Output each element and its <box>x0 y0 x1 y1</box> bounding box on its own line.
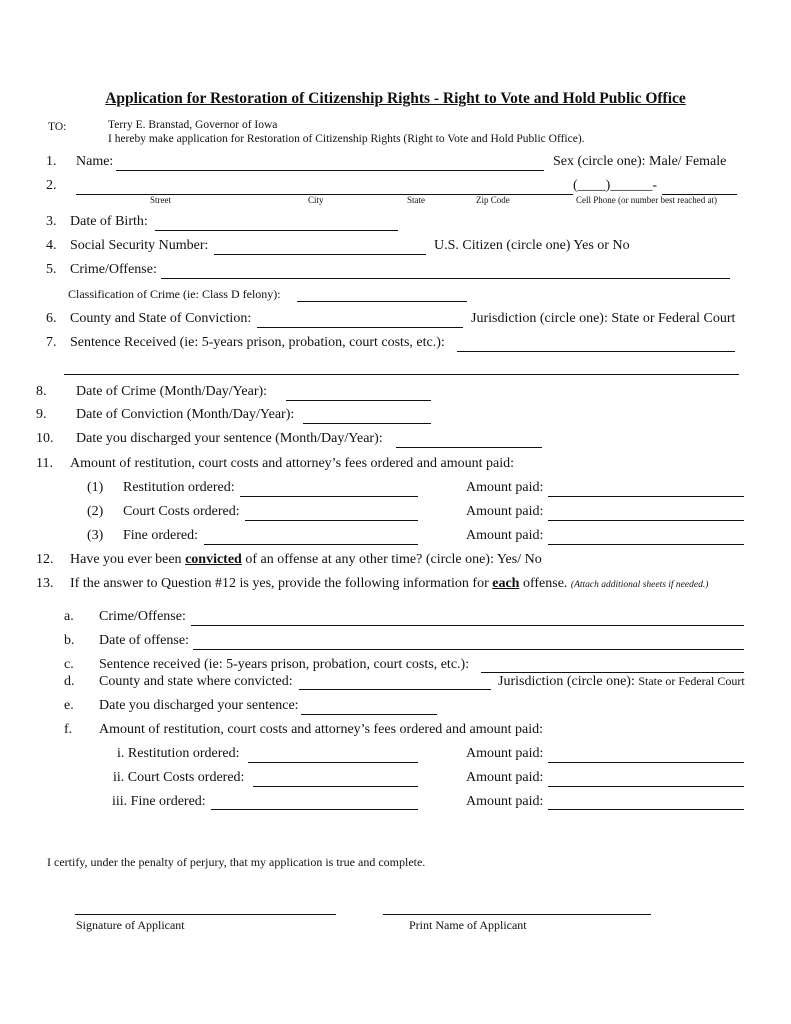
fine-ordered-label: Fine ordered: <box>123 528 199 543</box>
intro-text: I hereby make application for Restoration of Citizenship Rights (Right to Vote and Hold Public Office). <box>108 133 585 145</box>
q4-number: 4. <box>46 238 57 253</box>
prior-conviction-question: Have you ever been convicted of an offense at any other time? (circle one): Yes/ No <box>70 552 542 567</box>
offense-discharged-label: Date you discharged your sentence: <box>99 698 299 713</box>
crime-field[interactable] <box>161 278 730 279</box>
addressee: Terry E. Branstad, Governor of Iowa <box>108 119 278 131</box>
offense-restitution-field[interactable] <box>248 762 418 763</box>
amount-paid-label: Amount paid: <box>466 746 544 761</box>
amount-paid-label: Amount paid: <box>466 480 544 495</box>
sex-label: Sex (circle one): Male/ Female <box>553 154 727 169</box>
phone-parens: (____)______- <box>573 178 657 193</box>
offense-crime-label: Crime/Offense: <box>99 609 186 624</box>
court-costs-ordered-label: Court Costs ordered: <box>123 504 240 519</box>
q8-number: 8. <box>36 384 47 399</box>
date-crime-field[interactable] <box>286 400 431 401</box>
offense-crime-field[interactable] <box>191 625 744 626</box>
dob-label: Date of Birth: <box>70 214 148 229</box>
street-sublabel: Street <box>150 195 171 205</box>
offense-sentence-label: Sentence received (ie: 5-years prison, probation, court costs, etc.): <box>99 657 470 672</box>
q7-number: 7. <box>46 335 57 350</box>
court-costs-paid-field[interactable] <box>548 520 744 521</box>
name-label: Name: <box>76 154 114 169</box>
date-discharged-field[interactable] <box>396 447 542 448</box>
dob-field[interactable] <box>155 230 398 231</box>
sentence-label: Sentence Received (ie: 5-years prison, probation, court costs, etc.): <box>70 335 445 350</box>
certification-statement: I certify, under the penalty of perjury, that my application is true and complete. <box>47 855 426 869</box>
offense-fine-paid-field[interactable] <box>548 809 744 810</box>
offense-discharged-field[interactable] <box>301 714 437 715</box>
date-crime-label: Date of Crime (Month/Day/Year): <box>76 384 268 399</box>
print-name-label: Print Name of Applicant <box>409 918 527 932</box>
q9-number: 9. <box>36 407 47 422</box>
offense-sentence-field[interactable] <box>481 672 744 673</box>
offense-jurisdiction-label: Jurisdiction (circle one): State or Federal Court <box>498 674 745 689</box>
amount-paid-label: Amount paid: <box>466 770 544 785</box>
q11-item-number: (3) <box>87 528 104 543</box>
q11-item-number: (2) <box>87 504 104 519</box>
q6-number: 6. <box>46 311 57 326</box>
county-conviction-field[interactable] <box>257 327 463 328</box>
city-sublabel: City <box>308 195 324 205</box>
offense-fine-field[interactable] <box>211 809 418 810</box>
citizen-label: U.S. Citizen (circle one) Yes or No <box>434 238 630 253</box>
classification-label: Classification of Crime (ie: Class D felony): <box>68 287 281 301</box>
q2-number: 2. <box>46 178 57 193</box>
offense-restitution-question: Amount of restitution, court costs and attorney’s fees ordered and amount paid: <box>99 722 544 737</box>
amount-paid-label: Amount paid: <box>466 504 544 519</box>
q13b-letter: b. <box>64 633 75 648</box>
print-name-field[interactable] <box>383 914 651 915</box>
offense-date-field[interactable] <box>193 649 744 650</box>
fine-paid-field[interactable] <box>548 544 744 545</box>
court-costs-ordered-field[interactable] <box>245 520 418 521</box>
q1-number: 1. <box>46 154 57 169</box>
q5-number: 5. <box>46 262 57 277</box>
amount-paid-label: Amount paid: <box>466 794 544 809</box>
q13c-letter: c. <box>64 657 74 672</box>
each-offense-instruction: If the answer to Question #12 is yes, provide the following information for each offense. (Attach additional sheets if needed.) <box>70 576 709 591</box>
offense-court-costs-label: ii. Court Costs ordered: <box>113 770 245 785</box>
phone-sublabel: Cell Phone (or number best reached at) <box>576 195 717 205</box>
offense-restitution-label: i. Restitution ordered: <box>117 746 240 761</box>
offense-fine-label: iii. Fine ordered: <box>112 794 206 809</box>
q13f-letter: f. <box>64 722 73 737</box>
jurisdiction-label: Jurisdiction (circle one): State or Federal Court <box>471 311 736 326</box>
offense-county-label: County and state where convicted: <box>99 674 293 689</box>
name-field[interactable] <box>116 170 544 171</box>
restitution-ordered-label: Restitution ordered: <box>123 480 235 495</box>
date-conviction-label: Date of Conviction (Month/Day/Year): <box>76 407 295 422</box>
q11-item-number: (1) <box>87 480 104 495</box>
q12-number: 12. <box>36 552 54 567</box>
restitution-paid-field[interactable] <box>548 496 744 497</box>
page-title: Application for Restoration of Citizenship Rights - Right to Vote and Hold Public Office <box>105 90 686 107</box>
fine-ordered-field[interactable] <box>204 544 418 545</box>
sentence-field[interactable] <box>457 351 735 352</box>
date-discharged-label: Date you discharged your sentence (Month/Day/Year): <box>76 431 383 446</box>
amount-paid-label: Amount paid: <box>466 528 544 543</box>
q11-number: 11. <box>36 456 53 471</box>
q13e-letter: e. <box>64 698 74 713</box>
crime-label: Crime/Offense: <box>70 262 157 277</box>
ssn-label: Social Security Number: <box>70 238 209 253</box>
restitution-ordered-field[interactable] <box>240 496 418 497</box>
q3-number: 3. <box>46 214 57 229</box>
offense-restitution-paid-field[interactable] <box>548 762 744 763</box>
q13-number: 13. <box>36 576 54 591</box>
classification-field[interactable] <box>297 301 467 302</box>
to-label: TO: <box>48 121 67 133</box>
signature-label: Signature of Applicant <box>76 918 185 932</box>
offense-court-costs-paid-field[interactable] <box>548 786 744 787</box>
offense-court-costs-field[interactable] <box>253 786 418 787</box>
zip-sublabel: Zip Code <box>476 195 510 205</box>
date-conviction-field[interactable] <box>303 423 431 424</box>
ssn-field[interactable] <box>214 254 426 255</box>
county-conviction-label: County and State of Conviction: <box>70 311 252 326</box>
offense-date-label: Date of offense: <box>99 633 189 648</box>
q10-number: 10. <box>36 431 54 446</box>
offense-county-field[interactable] <box>299 689 491 690</box>
restitution-question: Amount of restitution, court costs and attorney’s fees ordered and amount paid: <box>70 456 515 471</box>
signature-field[interactable] <box>75 914 336 915</box>
state-sublabel: State <box>407 195 425 205</box>
q13d-letter: d. <box>64 674 75 689</box>
sentence-field-line2[interactable] <box>64 374 739 375</box>
q13a-letter: a. <box>64 609 74 624</box>
